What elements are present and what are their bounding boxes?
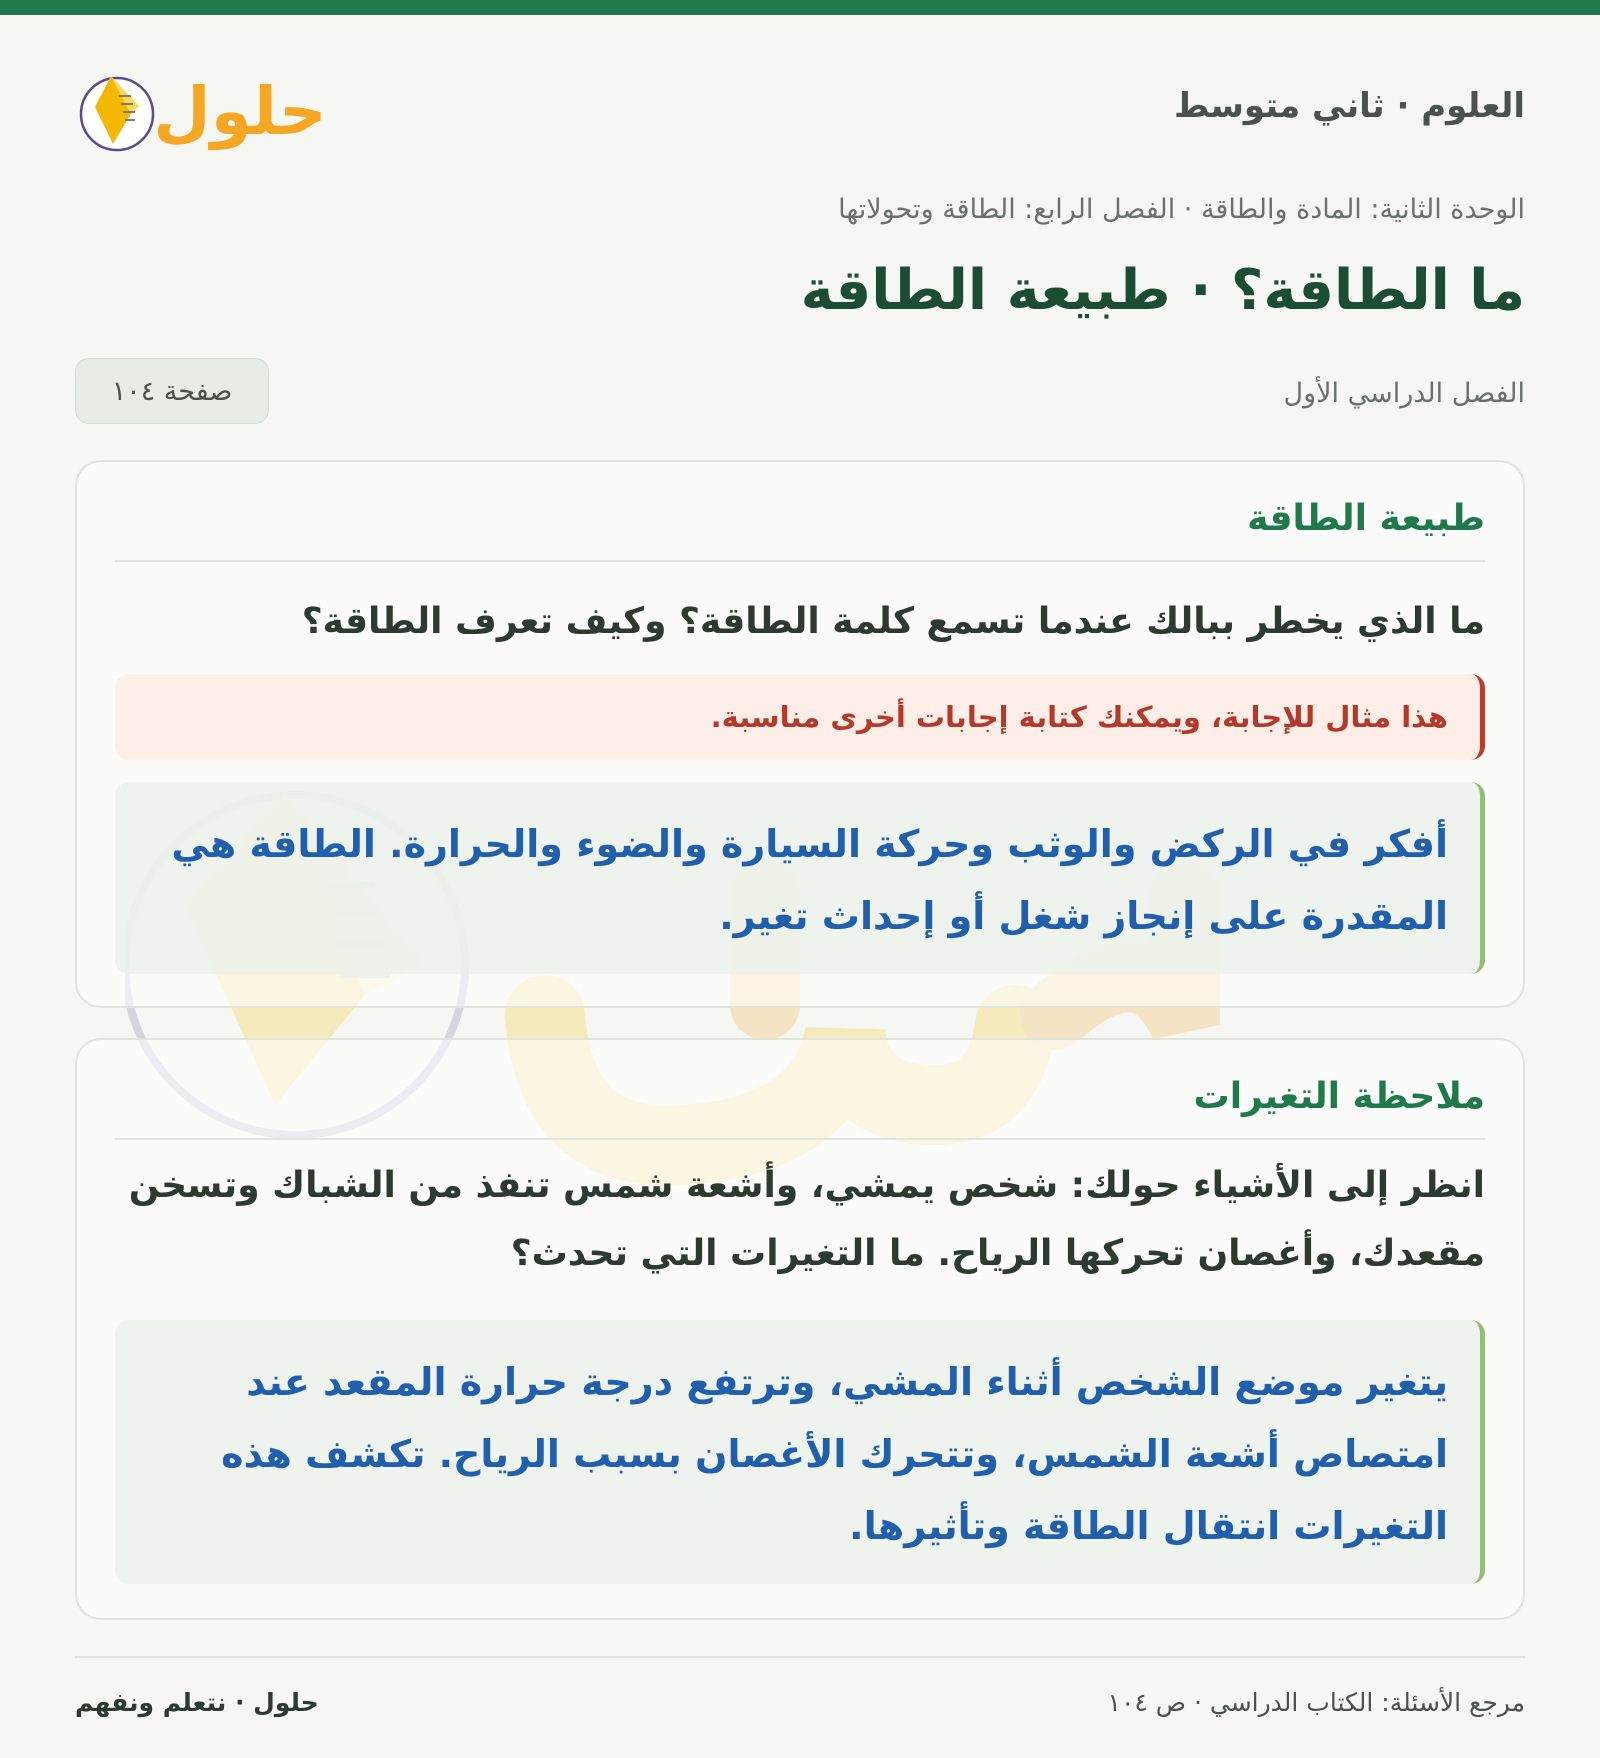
- section-divider: [115, 560, 1485, 562]
- page-number-badge: صفحة ١٠٤: [75, 358, 269, 424]
- answer-box: أفكر في الركض والوثب وحركة السيارة والضوء والحرارة. الطاقة هي المقدرة على إنجاز شغل أو إحداث تغير.: [115, 782, 1485, 974]
- answer-box: يتغير موضع الشخص أثناء المشي، وترتفع درجة حرارة المقعد عند امتصاص أشعة الشمس، وتتحرك الأغصان بسبب الرياح. تكشف هذه التغيرات انتقال الطاقة وتأثيرها.: [115, 1320, 1485, 1584]
- question-text: ما الذي يخطر ببالك عندما تسمع كلمة الطاقة؟ وكيف تعرف الطاقة؟: [301, 601, 1485, 642]
- section-divider: [115, 1138, 1485, 1140]
- header: [75, 52, 1525, 162]
- footer-divider: [75, 1656, 1525, 1658]
- section-card-observing-changes: [75, 1038, 1525, 1620]
- term-label: الفصل الدراسي الأول: [1283, 378, 1525, 409]
- footer-reference: مرجع الأسئلة: الكتاب الدراسي · ص ١٠٤: [1107, 1688, 1525, 1717]
- section-title: طبيعة الطاقة: [1247, 498, 1485, 539]
- section-card-energy-nature: [75, 460, 1525, 1008]
- answer-note: هذا مثال للإجابة، ويمكنك كتابة إجابات أخرى مناسبة.: [115, 674, 1485, 760]
- page-title: ما الطاقة؟ · طبيعة الطاقة: [800, 258, 1525, 323]
- breadcrumb: الوحدة الثانية: المادة والطاقة · الفصل الرابع: الطاقة وتحولاتها: [838, 194, 1525, 225]
- logo-text: حلول: [153, 73, 327, 150]
- footer-brand: حلول · نتعلم ونفهم: [75, 1688, 319, 1717]
- subject-label: العلوم · ثاني متوسط: [1174, 86, 1525, 126]
- section-title: ملاحظة التغيرات: [1193, 1076, 1485, 1117]
- hulool-logo[interactable]: [75, 52, 335, 162]
- question-text: انظر إلى الأشياء حولك: شخص يمشي، وأشعة شمس تنفذ من الشباك وتسخن مقعدك، وأغصان تحركها الرياح. ما التغيرات التي تحدث؟: [128, 1165, 1485, 1274]
- top-accent-bar: [0, 0, 1600, 15]
